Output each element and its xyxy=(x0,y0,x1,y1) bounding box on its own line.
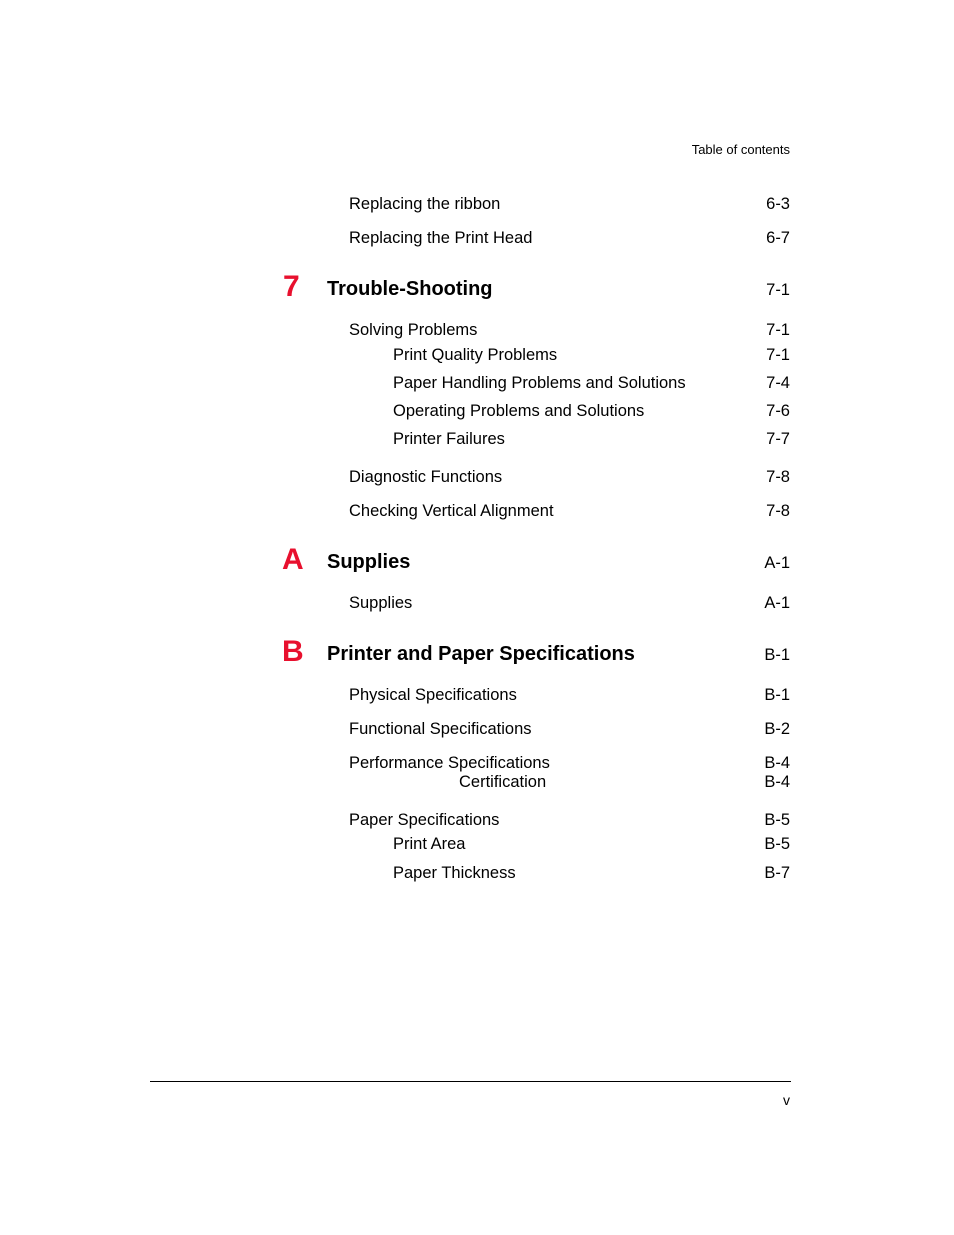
toc-page-operating-problems[interactable]: 7-6 xyxy=(766,402,790,420)
toc-entry-paper-thickness[interactable]: Paper Thickness xyxy=(393,864,516,882)
toc-entry-supplies[interactable]: Supplies xyxy=(349,594,413,612)
toc-page-paper-thickness[interactable]: B-7 xyxy=(764,864,790,882)
appendix-a-page[interactable]: A-1 xyxy=(764,554,790,572)
toc-page-replacing-ribbon[interactable]: 6-3 xyxy=(766,195,790,213)
appendix-b-page[interactable]: B-1 xyxy=(764,646,790,664)
toc-page-replacing-print-head[interactable]: 6-7 xyxy=(766,229,790,247)
toc-entry-operating-problems[interactable]: Operating Problems and Solutions xyxy=(393,402,645,420)
toc-page-diagnostic[interactable]: 7-8 xyxy=(766,468,790,486)
appendix-a-badge: A xyxy=(282,543,304,576)
toc-entry-paper-handling[interactable]: Paper Handling Problems and Solutions xyxy=(393,374,686,392)
toc-entry-performance[interactable]: Performance Specifications xyxy=(349,754,550,772)
toc-page-vertical-alignment[interactable]: 7-8 xyxy=(766,502,790,520)
toc-page-paper-specs[interactable]: B-5 xyxy=(764,811,790,829)
page-number: v xyxy=(783,1092,790,1108)
chapter-7-badge: 7 xyxy=(283,270,300,303)
footer-rule xyxy=(150,1081,791,1082)
toc-entry-solving-problems[interactable]: Solving Problems xyxy=(349,321,478,339)
toc-page-print-quality[interactable]: 7-1 xyxy=(766,346,790,364)
toc-page-physical[interactable]: B-1 xyxy=(764,686,790,704)
toc-entry-diagnostic[interactable]: Diagnostic Functions xyxy=(349,468,503,486)
toc-entry-paper-specs[interactable]: Paper Specifications xyxy=(349,811,500,829)
toc-entry-print-quality[interactable]: Print Quality Problems xyxy=(393,346,558,364)
toc-page-printer-failures[interactable]: 7-7 xyxy=(766,430,790,448)
toc-entry-vertical-alignment[interactable]: Checking Vertical Alignment xyxy=(349,502,554,520)
toc-entry-functional[interactable]: Functional Specifications xyxy=(349,720,532,738)
toc-page-print-area[interactable]: B-5 xyxy=(764,835,790,853)
chapter-7-page[interactable]: 7-1 xyxy=(766,281,790,299)
toc-page-functional[interactable]: B-2 xyxy=(764,720,790,738)
running-header: Table of contents xyxy=(691,142,790,157)
toc-entry-replacing-ribbon[interactable]: Replacing the ribbon xyxy=(349,195,501,213)
toc-entry-print-area[interactable]: Print Area xyxy=(393,835,466,853)
toc-page-certification[interactable]: B-4 xyxy=(764,773,790,791)
chapter-7-title[interactable]: Trouble-Shooting xyxy=(327,278,493,300)
appendix-a-title[interactable]: Supplies xyxy=(327,551,411,573)
toc-page-paper-handling[interactable]: 7-4 xyxy=(766,374,790,392)
toc-entry-physical[interactable]: Physical Specifications xyxy=(349,686,517,704)
toc-entry-replacing-print-head[interactable]: Replacing the Print Head xyxy=(349,229,533,247)
appendix-b-badge: B xyxy=(282,635,304,668)
toc-entry-printer-failures[interactable]: Printer Failures xyxy=(393,430,505,448)
toc-entry-certification[interactable]: Certification xyxy=(459,773,547,791)
toc-page-solving-problems[interactable]: 7-1 xyxy=(766,321,790,339)
toc-page-performance[interactable]: B-4 xyxy=(764,754,790,772)
appendix-b-title[interactable]: Printer and Paper Specifications xyxy=(327,643,635,665)
toc-page-supplies[interactable]: A-1 xyxy=(764,594,790,612)
